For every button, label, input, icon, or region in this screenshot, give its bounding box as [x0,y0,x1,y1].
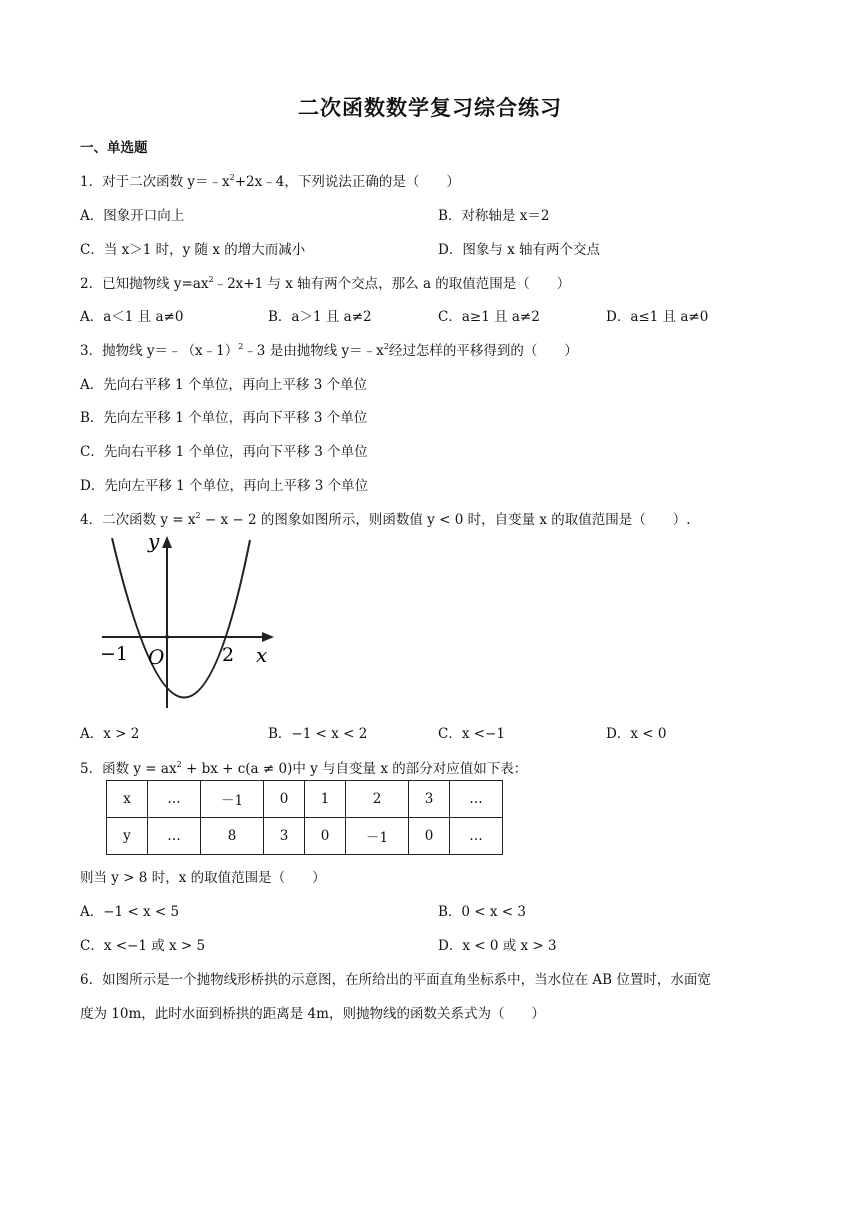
table-cell: y [107,818,148,855]
question-5-option-b: B．0 < x < 3 [438,904,527,920]
question-1-option-c: C．当 x＞1 时，y 随 x 的增大而减小 [80,242,306,258]
question-4-option-d: D．x < 0 [606,726,667,742]
table-row [107,781,503,818]
table-cell: －1 [201,781,264,818]
question-1-option-b: B．对称轴是 x＝2 [438,208,550,224]
parabola-graph [98,530,280,710]
table-cell: … [148,781,201,818]
question-6-stem-line-1: 6．如图所示是一个抛物线形桥拱的示意图，在所给出的平面直角坐标系中，当水位在 AB 位置时，水面宽 [80,972,711,988]
table-cell: 1 [305,781,346,818]
question-2-option-b: B．a＞1 且 a≠2 [268,309,372,325]
question-5-option-c: C．x <−1 或 x > 5 [80,938,206,954]
table-cell: x [107,781,148,818]
table-row [107,818,503,855]
table-cell: 0 [305,818,346,855]
question-1-option-d: D．图象与 x 轴有两个交点 [438,242,601,258]
x-axis-arrow [262,632,274,642]
question-4-option-b: B．−1 < x < 2 [268,726,368,742]
question-3-option-d: D．先向左平移 1 个单位，再向上平移 3 个单位 [80,478,369,494]
y-axis-label: y [148,530,160,553]
y-axis-arrow [162,536,172,548]
x-axis-label: x [256,643,268,667]
question-2-option-a: A．a＜1 且 a≠0 [80,309,184,325]
table-cell: 0 [409,818,450,855]
table-cell: －1 [346,818,409,855]
origin-dot [165,635,169,639]
question-5-option-d: D．x < 0 或 x > 3 [438,938,557,954]
question-3-option-a: A．先向右平移 1 个单位，再向上平移 3 个单位 [80,377,368,393]
table-cell: 3 [264,818,305,855]
question-6-stem-line-2: 度为 10m，此时水面到桥拱的距离是 4m，则抛物线的函数关系式为（ ） [80,1006,545,1022]
question-3-option-b: B．先向左平移 1 个单位，再向下平移 3 个单位 [80,410,368,426]
question-4-option-a: A．x > 2 [80,726,140,742]
table-cell: … [148,818,201,855]
right-root-label: 2 [222,644,235,666]
question-5-stem: 5．函数 $y = ax^2$ + bx + c(a ≠ 0)中 y 与自变量 x 的部分对应值如下表： [80,760,528,777]
section-heading: 一、单选题 [80,140,148,156]
question-5-condition: 则当 y > 8 时，x 的取值范围是（ ） [80,870,326,886]
question-1-stem: 1．对于二次函数 $y=﹣x^2+2x﹣4$，下列说法正确的是（ ） [80,173,460,190]
table-cell: … [450,818,503,855]
question-3-stem: 3．抛物线 y＝﹣（x﹣1）$^2$﹣3 是由抛物线 $y=﹣x^2$经过怎样的平移得到的（ ） [80,342,578,359]
page-title: 二次函数数学复习综合练习 [298,96,562,120]
table-cell: 0 [264,781,305,818]
parabola-curve [112,538,250,698]
question-2-option-d: D．a≤1 且 a≠0 [606,309,709,325]
table-cell: 8 [201,818,264,855]
table-cell: 2 [346,781,409,818]
question-1-option-a: A．图象开口向上 [80,208,185,224]
origin-label: O [148,645,165,669]
table-cell: … [450,781,503,818]
left-root-label: −1 [100,643,129,665]
question-4-option-c: C．x <−1 [438,726,505,742]
table-cell: 3 [409,781,450,818]
question-5-option-a: A．−1 < x < 5 [80,904,180,920]
question-3-option-c: C．先向右平移 1 个单位，再向下平移 3 个单位 [80,444,368,460]
question-2-stem: 2．已知抛物线 $y=ax^2﹣2x+1$ 与 x 轴有两个交点，那么 a 的取值范围是（ ） [80,275,571,292]
question-4-stem: 4．二次函数 $y = x^2 - x - 2$ 的图象如图所示，则函数值 y < 0 时，自变量 x 的取值范围是（ ）. [80,511,691,528]
value-table [106,780,503,855]
question-2-option-c: C．a≥1 且 a≠2 [438,309,540,325]
